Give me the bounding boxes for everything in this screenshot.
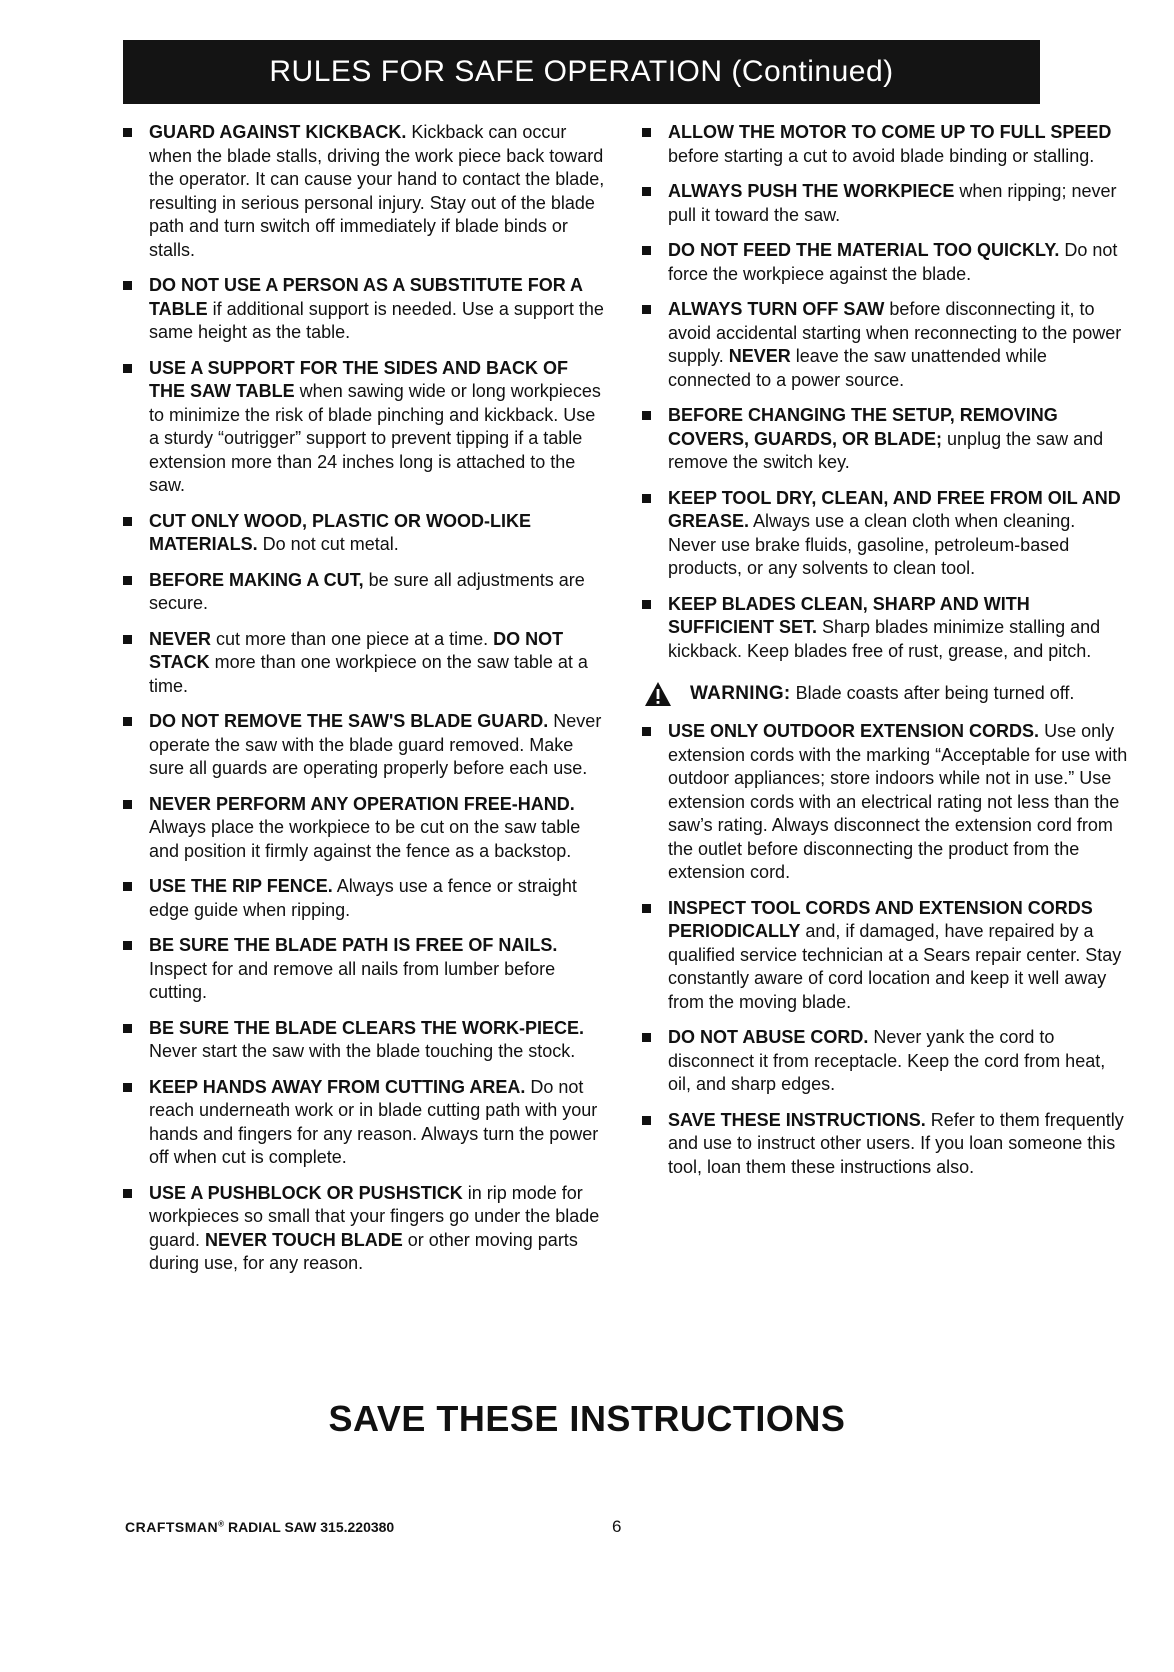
- rule-item: DO NOT ABUSE CORD. Never yank the cord to disconnect it from receptacle. Keep the cord from heat, oil, and sharp edges.: [640, 1026, 1128, 1097]
- warning-triangle-icon: [644, 681, 672, 707]
- rule-item: GUARD AGAINST KICKBACK. Kickback can occur when the blade stalls, driving the work piece back toward the operator. It can cause your hand to contact the blade, resulting in serious personal injury. Stay out of the blade path and turn switch off immediately if blade binds or stalls.: [121, 121, 609, 262]
- rule-item: ALLOW THE MOTOR TO COME UP TO FULL SPEED before starting a cut to avoid blade binding or stalling.: [640, 121, 1128, 168]
- rule-item: BEFORE CHANGING THE SETUP, REMOVING COVERS, GUARDS, OR BLADE; unplug the saw and remove the switch key.: [640, 404, 1128, 475]
- section-header: [123, 40, 1040, 104]
- save-instructions-heading: SAVE THESE INSTRUCTIONS: [328, 1398, 846, 1439]
- bullet-icon: [642, 1033, 651, 1042]
- bullet-icon: [642, 494, 651, 503]
- rule-item: BE SURE THE BLADE CLEARS THE WORK-PIECE. Never start the saw with the blade touching the stock.: [121, 1017, 609, 1064]
- rule-item: DO NOT FEED THE MATERIAL TOO QUICKLY. Do not force the workpiece against the blade.: [640, 239, 1128, 286]
- bullet-icon: [123, 576, 132, 585]
- page-number: 6: [612, 1517, 622, 1536]
- brand-logo: CRAFTSMAN: [125, 1519, 219, 1535]
- warning-text: Blade coasts after being turned off.: [790, 683, 1075, 703]
- left-column: [121, 121, 609, 1276]
- bullet-icon: [123, 281, 132, 290]
- rule-item: DO NOT REMOVE THE SAW'S BLADE GUARD. Never operate the saw with the blade guard removed. Make sure all guards are operating properly before each use.: [121, 710, 609, 781]
- bullet-icon: [123, 1024, 132, 1033]
- rule-item: USE THE RIP FENCE. Always use a fence or straight edge guide when ripping.: [121, 875, 609, 922]
- bullet-icon: [123, 364, 132, 373]
- bullet-icon: [642, 1116, 651, 1125]
- bullet-icon: [123, 717, 132, 726]
- rule-item: NEVER PERFORM ANY OPERATION FREE-HAND. Always place the workpiece to be cut on the saw table and position it firmly against the fence as a backstop.: [121, 793, 609, 864]
- rule-item: BE SURE THE BLADE PATH IS FREE OF NAILS. Inspect for and remove all nails from lumber before cutting.: [121, 934, 609, 1005]
- bullet-icon: [123, 941, 132, 950]
- bullet-icon: [123, 882, 132, 891]
- rule-item: CUT ONLY WOOD, PLASTIC OR WOOD-LIKE MATERIALS. Do not cut metal.: [121, 510, 609, 557]
- bullet-icon: [123, 1189, 132, 1198]
- bullet-icon: [642, 246, 651, 255]
- bullet-icon: [642, 187, 651, 196]
- bullet-icon: [123, 635, 132, 644]
- rule-item: INSPECT TOOL CORDS AND EXTENSION CORDS PERIODICALLY and, if damaged, have repaired by a qualified service technician at a Sears repair center. Stay constantly aware of cord location and keep it well away from the moving blade.: [640, 897, 1128, 1015]
- rule-item: ALWAYS TURN OFF SAW before disconnecting it, to avoid accidental starting when reconnecting to the power supply. NEVER leave the saw unattended while connected to a power source.: [640, 298, 1128, 392]
- section-title: RULES FOR SAFE OPERATION (Continued): [269, 55, 894, 88]
- rule-item: BEFORE MAKING A CUT, be sure all adjustments are secure.: [121, 569, 609, 616]
- warning-label: WARNING:: [690, 683, 791, 704]
- footer-model: CRAFTSMAN® RADIAL SAW 315.220380: [125, 1519, 395, 1535]
- bullet-icon: [642, 600, 651, 609]
- rule-item: USE A SUPPORT FOR THE SIDES AND BACK OF THE SAW TABLE when sawing wide or long workpieces to minimize the risk of blade pinching and kickback. Use a sturdy “outrigger” support to prevent tipping if a table extension more than 24 inches long is attached to the saw.: [121, 357, 609, 498]
- rule-item: KEEP HANDS AWAY FROM CUTTING AREA. Do not reach underneath work or in blade cutting path with your hands and fingers for any reason. Always turn the power off when cut is complete.: [121, 1076, 609, 1170]
- bullet-icon: [123, 800, 132, 809]
- bullet-icon: [642, 128, 651, 137]
- rule-item: KEEP BLADES CLEAN, SHARP AND WITH SUFFICIENT SET. Sharp blades minimize stalling and kickback. Keep blades free of rust, grease, and pitch.: [640, 593, 1128, 664]
- rule-item: KEEP TOOL DRY, CLEAN, AND FREE FROM OIL AND GREASE. Always use a clean cloth when cleaning. Never use brake fluids, gasoline, petroleum-based products, or any solvents to clean tool.: [640, 487, 1128, 581]
- rule-item: USE A PUSHBLOCK OR PUSHSTICK in rip mode for workpieces so small that your fingers go under the blade guard. NEVER TOUCH BLADE or other moving parts during use, for any reason.: [121, 1182, 609, 1276]
- rule-item: NEVER cut more than one piece at a time. DO NOT STACK more than one workpiece on the saw table at a time.: [121, 628, 609, 699]
- bullet-icon: [642, 904, 651, 913]
- bullet-icon: [642, 727, 651, 736]
- rule-item: USE ONLY OUTDOOR EXTENSION CORDS. Use only extension cords with the marking “Acceptable for use with outdoor appliances; store indoors while not in use.” Use extension cords with an electrical rating not less than the saw’s rating. Always disconnect the extension cord from the outlet before disconnecting the product from the extension cord.: [640, 720, 1128, 885]
- bullet-icon: [642, 411, 651, 420]
- bullet-icon: [123, 128, 132, 137]
- right-column: [640, 121, 1128, 1179]
- rule-item: DO NOT USE A PERSON AS A SUBSTITUTE FOR A TABLE if additional support is needed. Use a support the same height as the table.: [121, 274, 609, 345]
- bullet-icon: [123, 1083, 132, 1092]
- rule-item: ALWAYS PUSH THE WORKPIECE when ripping; never pull it toward the saw.: [640, 180, 1128, 227]
- model-number: RADIAL SAW 315.220380: [224, 1519, 395, 1535]
- bullet-icon: [642, 305, 651, 314]
- warning-notice: [640, 681, 1128, 706]
- rule-item: SAVE THESE INSTRUCTIONS. Refer to them frequently and use to instruct other users. If you loan someone this tool, loan them these instructions also.: [640, 1109, 1128, 1180]
- bullet-icon: [123, 517, 132, 526]
